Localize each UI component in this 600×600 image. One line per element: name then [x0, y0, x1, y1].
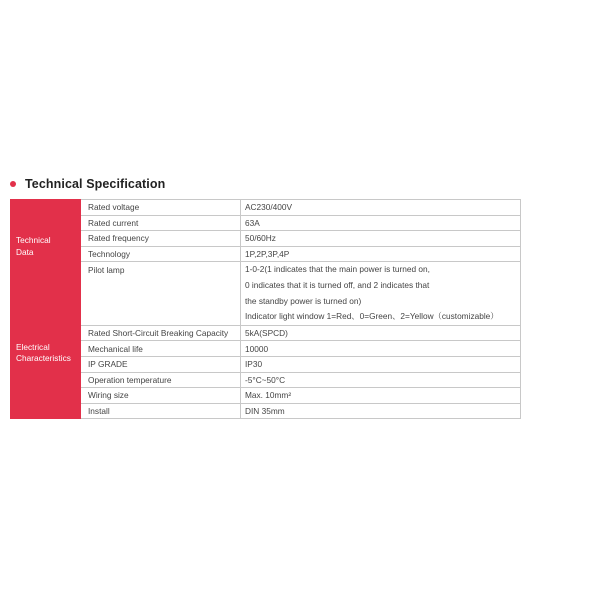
section-heading — [10, 176, 165, 192]
param-cell: Rated current — [81, 215, 241, 231]
param-cell: Technology — [81, 246, 241, 262]
value-line: the standby power is turned on) — [245, 295, 362, 306]
section-label-electrical-characteristics — [11, 325, 81, 419]
table-row — [11, 388, 521, 404]
param-cell: Rated Short-Circuit Breaking Capacity — [81, 325, 241, 341]
value-cell: 10000 — [241, 341, 521, 357]
table-row — [11, 246, 521, 262]
table-row — [11, 262, 521, 325]
param-cell: IP GRADE — [81, 356, 241, 372]
value-cell: -5°C~50°C — [241, 372, 521, 388]
table-row — [11, 341, 521, 357]
param-cell: Rated voltage — [81, 200, 241, 216]
heading-title: Technical Specification — [25, 177, 166, 191]
table-row — [11, 372, 521, 388]
section-label-line: Data — [16, 246, 34, 257]
value-cell: 5kA(SPCD) — [241, 325, 521, 341]
table-row — [11, 215, 521, 231]
bullet-dot-icon — [10, 181, 16, 187]
value-line: 0 indicates that it is turned off, and 2 indicates that — [245, 279, 430, 290]
table-row — [11, 325, 521, 341]
value-cell: 1P,2P,3P,4P — [241, 246, 521, 262]
param-cell: Pilot lamp — [81, 262, 241, 325]
value-cell: Max. 10mm² — [241, 388, 521, 404]
section-label-line: Technical — [16, 235, 51, 245]
param-cell: Operation temperature — [81, 372, 241, 388]
value-cell: AC230/400V — [241, 200, 521, 216]
table-row — [11, 231, 521, 247]
value-cell: DIN 35mm — [241, 403, 521, 419]
section-label-technical-data — [11, 200, 81, 326]
value-line: 1-0-2(1 indicates that the main power is turned on, — [245, 264, 430, 275]
param-cell: Rated frequency — [81, 231, 241, 247]
param-cell: Wiring size — [81, 388, 241, 404]
table-row — [11, 356, 521, 372]
param-cell: Mechanical life — [81, 341, 241, 357]
value-cell: IP30 — [241, 356, 521, 372]
value-cell: 50/60Hz — [241, 231, 521, 247]
spec-table — [10, 199, 521, 419]
section-label-line: Electrical — [16, 341, 50, 352]
table-row — [11, 200, 521, 216]
table-row — [11, 403, 521, 419]
value-cell-multiline — [241, 262, 521, 325]
section-label-line: Characteristics — [16, 353, 71, 364]
value-line: Indicator light window 1=Red、0=Green、2=Yellow（customizable） — [245, 311, 499, 322]
value-cell: 63A — [241, 215, 521, 231]
param-cell: Install — [81, 403, 241, 419]
